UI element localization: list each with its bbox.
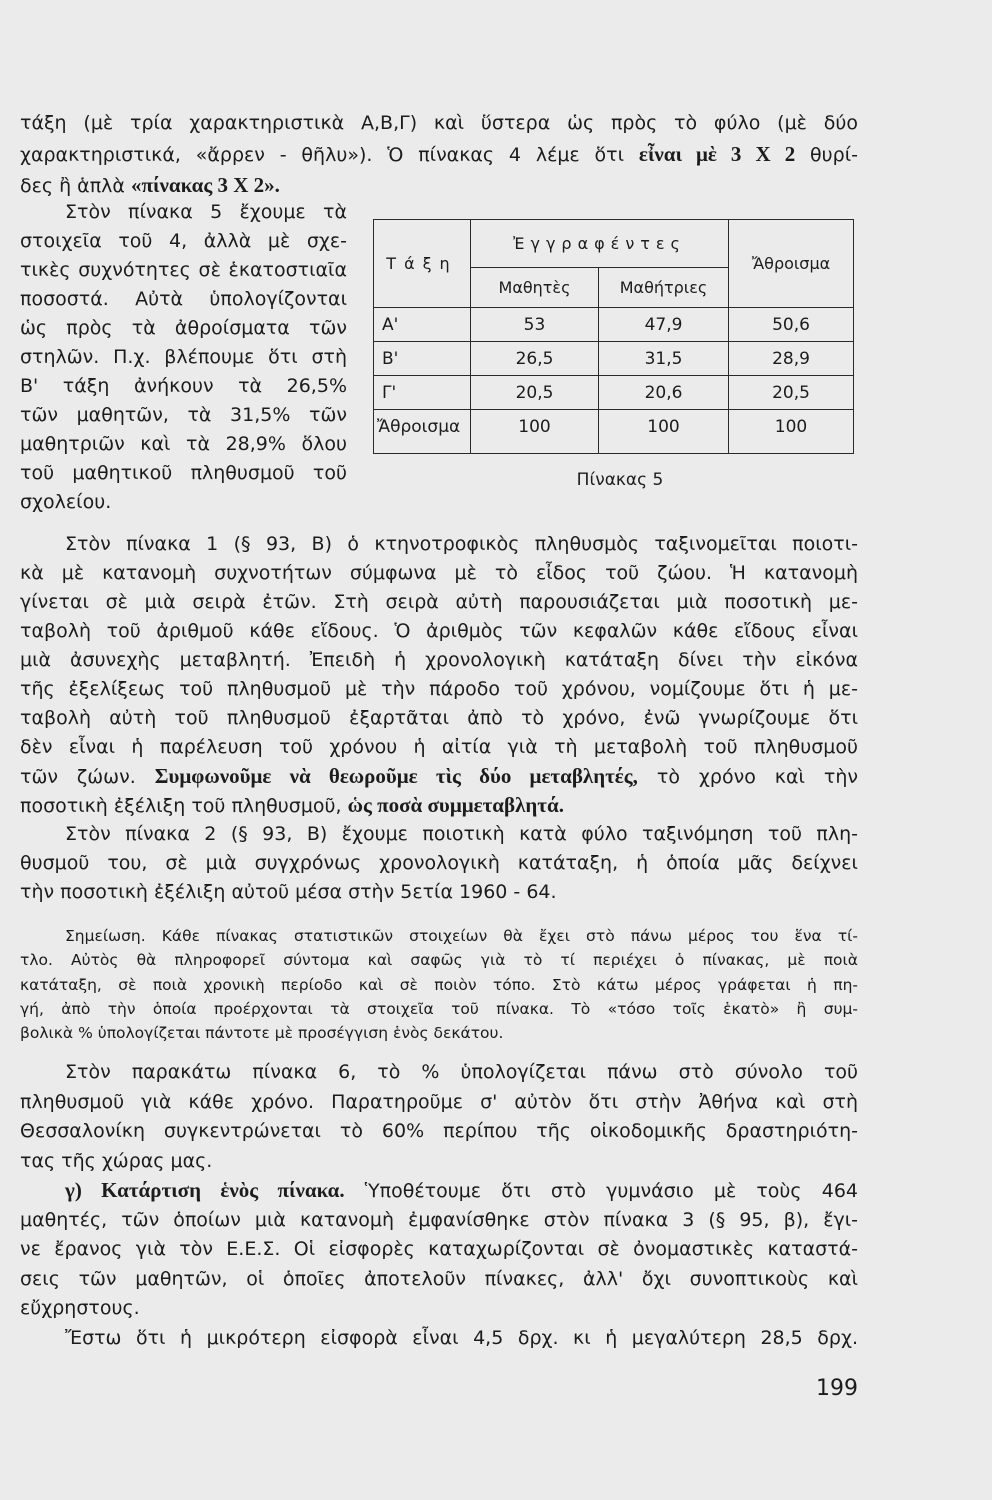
line-text: τας τῆς χώρας μας. xyxy=(20,1149,213,1172)
line-text: ὡς πρὸς τὰ ἀθροίσματα τῶν xyxy=(20,317,347,339)
text-line xyxy=(20,762,858,791)
text-line xyxy=(20,530,858,559)
text-line xyxy=(20,646,858,675)
page-number: 199 xyxy=(816,1376,858,1401)
header-total: Ἄθροισμα xyxy=(729,220,854,308)
text-segment: θυρί- xyxy=(810,144,859,166)
line-text: νε ἔρανος γιὰ τὸν Ε.Ε.Σ. Οἱ εἰσφορὲς καταχωρίζονται σὲ ὀνομαστικὲς καταστά- xyxy=(20,1238,858,1260)
text-line xyxy=(20,256,347,285)
text-line xyxy=(20,973,858,997)
paragraphs-tables-1-2 xyxy=(20,530,858,907)
row-class-label: Β' xyxy=(374,342,471,376)
line-text: Στὸν πίνακα 2 (§ 93, Β) ἔχουμε ποιοτικὴ κατὰ φύλο ταξινόμηση τοῦ πλη- xyxy=(65,823,858,845)
line-text: Σημείωση. Κάθε πίνακας στατιστικῶν στοιχείων θὰ ἔχει στὸ πάνω μέρος του ἕνα τί- xyxy=(65,927,858,945)
cell-boys: 100 xyxy=(471,410,599,454)
text-line xyxy=(20,948,858,972)
text-line xyxy=(20,1021,858,1045)
text-segment: δες ἢ ἁπλὰ xyxy=(20,175,125,197)
bold-phrase: «πίνακας 3 Χ 2». xyxy=(130,173,280,197)
line-text: τάξη (μὲ τρία χαρακτηριστικὰ Α,Β,Γ) καὶ ὕστερα ὡς πρὸς τὸ φύλο (μὲ δύο xyxy=(20,112,858,134)
text-segment: χαρακτηριστικά, «ἄρρεν - θῆλυ»). Ὁ πίνακας 4 λέμε ὅτι xyxy=(20,144,625,166)
line-text xyxy=(20,139,858,171)
text-segment: τὸ χρόνο καὶ τὴν xyxy=(656,766,859,788)
line-text: στηλῶν. Π.χ. βλέπουμε ὅτι στὴ xyxy=(20,346,347,368)
text-segment: Ὑποθέτουμε ὅτι στὸ γυμνάσιο μὲ τοὺς 464 xyxy=(364,1180,859,1202)
line-text xyxy=(65,1176,858,1207)
row-class-label: Α' xyxy=(374,308,471,342)
text-line xyxy=(20,791,858,820)
text-line xyxy=(20,1147,858,1177)
text-line xyxy=(20,198,347,227)
row-class-label: Ἄθροισμα xyxy=(374,410,471,454)
cell-total: 28,9 xyxy=(729,342,854,376)
text-line xyxy=(20,733,858,762)
text-line xyxy=(20,108,858,139)
header-enrolled: Ἐγγραφέντες xyxy=(471,220,729,268)
text-line xyxy=(20,488,347,517)
paragraph-table5-explanation xyxy=(20,198,347,517)
cell-girls: 20,6 xyxy=(599,376,729,410)
line-text: ταβολὴ αὐτὴ τοῦ πληθυσμοῦ ἐξαρτᾶται ἀπὸ τὸ χρόνο, ἐνῶ γνωρίζουμε ὅτι xyxy=(20,707,858,729)
text-line xyxy=(20,617,858,646)
line-text: δὲν εἶναι ἡ παρέλευση τοῦ χρόνου ἡ αἰτία γιὰ τὴ μεταβολὴ τοῦ πληθυσμοῦ xyxy=(20,736,858,758)
text-line xyxy=(20,170,858,201)
line-text: Στὸν πίνακα 1 (§ 93, Β) ὁ κτηνοτροφικὸς πληθυσμὸς ταξινομεῖται ποιοτι- xyxy=(65,533,858,555)
bold-phrase: γ) Κατάρτιση ἑνὸς πίνακα. xyxy=(65,1178,345,1202)
text-line xyxy=(20,459,347,488)
line-text: σεις τῶν μαθητῶν, οἱ ὁποῖες ἀποτελοῦν πίνακες, ἀλλ' ὄχι συνοπτικοὺς καὶ xyxy=(20,1267,858,1290)
text-line xyxy=(20,1088,858,1118)
line-text: μαθητριῶν καὶ τὰ 28,9% ὅλου xyxy=(20,433,347,455)
text-segment: ποσοτικὴ ἐξέλιξη τοῦ πληθυσμοῦ, xyxy=(20,795,342,817)
line-text: τῶν μαθητῶν, τὰ 31,5% τῶν xyxy=(20,404,347,426)
table-total-row xyxy=(374,410,854,454)
cell-girls: 47,9 xyxy=(599,308,729,342)
line-text: μιὰ ἀσυνεχὴς μεταβλητή. Ἐπειδὴ ἡ χρονολογικὴ κατάταξη δίνει τὴν εἰκόνα xyxy=(20,649,858,671)
cell-total: 100 xyxy=(729,410,854,454)
note-paragraph xyxy=(20,924,858,1045)
text-line xyxy=(20,559,858,588)
bold-phrase: Συμφωνοῦμε νὰ θεωροῦμε τὶς δύο μεταβλητές, xyxy=(154,764,638,788)
paragraph-intro-continued xyxy=(20,108,858,201)
line-text: τοῦ μαθητικοῦ πληθυσμοῦ τοῦ xyxy=(20,462,347,484)
text-line xyxy=(20,1324,858,1354)
text-line xyxy=(20,1235,858,1265)
paragraphs-lower xyxy=(20,1058,858,1353)
table-5 xyxy=(373,219,854,454)
bold-phrase: εἶναι μὲ 3 Χ 2 xyxy=(638,142,796,166)
cell-boys: 20,5 xyxy=(471,376,599,410)
line-text: γίνεται σὲ μιὰ σειρὰ ἐτῶν. Στὴ σειρὰ αὐτὴ παρουσιάζεται μιὰ ποσοτικὴ με- xyxy=(20,591,858,613)
cell-total: 50,6 xyxy=(729,308,854,342)
line-text: εὔχρηστους. xyxy=(20,1297,140,1319)
text-line xyxy=(20,1294,858,1324)
line-text: γή, ἀπὸ τὴν ὁποία προέρχονται τὰ στοιχεῖα τοῦ πίνακα. Τὸ «τόσο τοῖς ἑκατὸ» ἢ συμ- xyxy=(20,999,858,1018)
text-line xyxy=(20,588,858,617)
line-text: τὴν ποσοτικὴ ἐξέλιξη αὐτοῦ μέσα στὴν 5ετία 1960 - 64. xyxy=(20,881,557,903)
text-line xyxy=(20,430,347,459)
line-text: Β' τάξη ἀνήκουν τὰ 26,5% xyxy=(20,375,347,397)
cell-girls: 100 xyxy=(599,410,729,454)
table-row xyxy=(374,342,854,376)
text-line xyxy=(20,343,347,372)
line-text: μαθητές, τῶν ὁποίων μιὰ κατανομὴ ἐμφανίσθηκε στὸν πίνακα 3 (§ 95, β), ἔγι- xyxy=(20,1208,858,1231)
line-text xyxy=(20,791,564,821)
line-text: στοιχεῖα τοῦ 4, ἀλλὰ μὲ σχε- xyxy=(20,230,347,252)
line-text: τικὲς συχνότητες σὲ ἑκατοστιαῖα xyxy=(20,259,347,281)
text-line xyxy=(20,227,347,256)
text-line xyxy=(20,1117,858,1147)
table-caption: Πίνακας 5 xyxy=(576,470,664,490)
line-text: Στὸν παρακάτω πίνακα 6, τὸ % ὑπολογίζεται πάνω στὸ σύνολο τοῦ xyxy=(65,1061,858,1083)
text-line xyxy=(20,924,858,948)
text-line xyxy=(20,878,858,907)
text-line xyxy=(20,1058,858,1088)
table-header-row xyxy=(374,220,854,268)
text-line xyxy=(20,1265,858,1295)
line-text: κὰ μὲ κατανομὴ συχνοτήτων σύμφωνα μὲ τὸ εἶδος τοῦ ζώου. Ἡ κατανομὴ xyxy=(20,562,858,584)
line-text: Θεσσαλονίκη συγκεντρώνεται τὸ 60% περίπου τῆς οἰκοδομικῆς δραστηριότη- xyxy=(20,1120,858,1142)
line-text: θυσμοῦ του, σὲ μιὰ συγχρόνως χρονολογικὴ κατάταξη, ἡ ὁποία μᾶς δείχνει xyxy=(20,852,858,874)
line-text: σχολείου. xyxy=(20,491,112,513)
table-row xyxy=(374,376,854,410)
line-text: ταβολὴ τοῦ ἀριθμοῦ κάθε εἴδους. Ὁ ἀριθμὸς τῶν κεφαλῶν κάθε εἴδους εἶναι xyxy=(20,620,858,642)
row-class-label: Γ' xyxy=(374,376,471,410)
line-text: ποσοστά. Αὐτὰ ὑπολογίζονται xyxy=(20,288,347,310)
line-text: τῆς ἐξελίξεως τοῦ πληθυσμοῦ μὲ τὴν πάροδο τοῦ χρόνου, νομίζουμε ὅτι ἡ με- xyxy=(20,678,858,700)
cell-total: 20,5 xyxy=(729,376,854,410)
bold-phrase: ὡς ποσὰ συμμεταβλητά. xyxy=(347,793,564,817)
header-class: Τάξη xyxy=(374,220,471,308)
text-segment: τῶν ζώων. xyxy=(20,766,136,788)
table-row xyxy=(374,308,854,342)
text-line xyxy=(20,285,347,314)
text-line xyxy=(20,1176,858,1206)
text-line xyxy=(20,372,347,401)
text-line xyxy=(20,675,858,704)
header-girls: Μαθήτριες xyxy=(599,268,729,308)
cell-boys: 26,5 xyxy=(471,342,599,376)
text-line xyxy=(20,704,858,733)
header-boys: Μαθητὲς xyxy=(471,268,599,308)
line-text: Στὸν πίνακα 5 ἔχουμε τὰ xyxy=(65,201,347,223)
cell-boys: 53 xyxy=(471,308,599,342)
text-line xyxy=(20,849,858,878)
line-text: πληθυσμοῦ γιὰ κάθε χρόνο. Παρατηροῦμε σ' αὐτὸν ὅτι στὴν Ἀθήνα καὶ στὴ xyxy=(20,1090,858,1113)
text-line xyxy=(20,820,858,849)
cell-girls: 31,5 xyxy=(599,342,729,376)
line-text: Ἔστω ὅτι ἡ μικρότερη εἰσφορὰ εἶναι 4,5 δρχ. κι ἡ μεγαλύτερη 28,5 δρχ. xyxy=(65,1326,858,1349)
text-line xyxy=(20,997,858,1021)
text-line xyxy=(20,139,858,170)
text-line xyxy=(20,314,347,343)
text-line xyxy=(20,1206,858,1236)
line-text xyxy=(20,762,858,792)
line-text: κατάταξη, σὲ ποιὰ χρονικὴ περίοδο καὶ σὲ ποιὸν τόπο. Στὸ κάτω μέρος γράφεται ἡ πη- xyxy=(20,975,858,994)
line-text: βολικὰ % ὑπολογίζεται πάντοτε μὲ προσέγγιση ἑνὸς δεκάτου. xyxy=(20,1024,504,1043)
line-text: τλο. Αὐτὸς θὰ πληροφορεῖ σύντομα καὶ σαφῶς γιὰ τὸ τί περιέχει ὁ πίνακας, μὲ ποιὰ xyxy=(20,951,858,970)
text-line xyxy=(20,401,347,430)
